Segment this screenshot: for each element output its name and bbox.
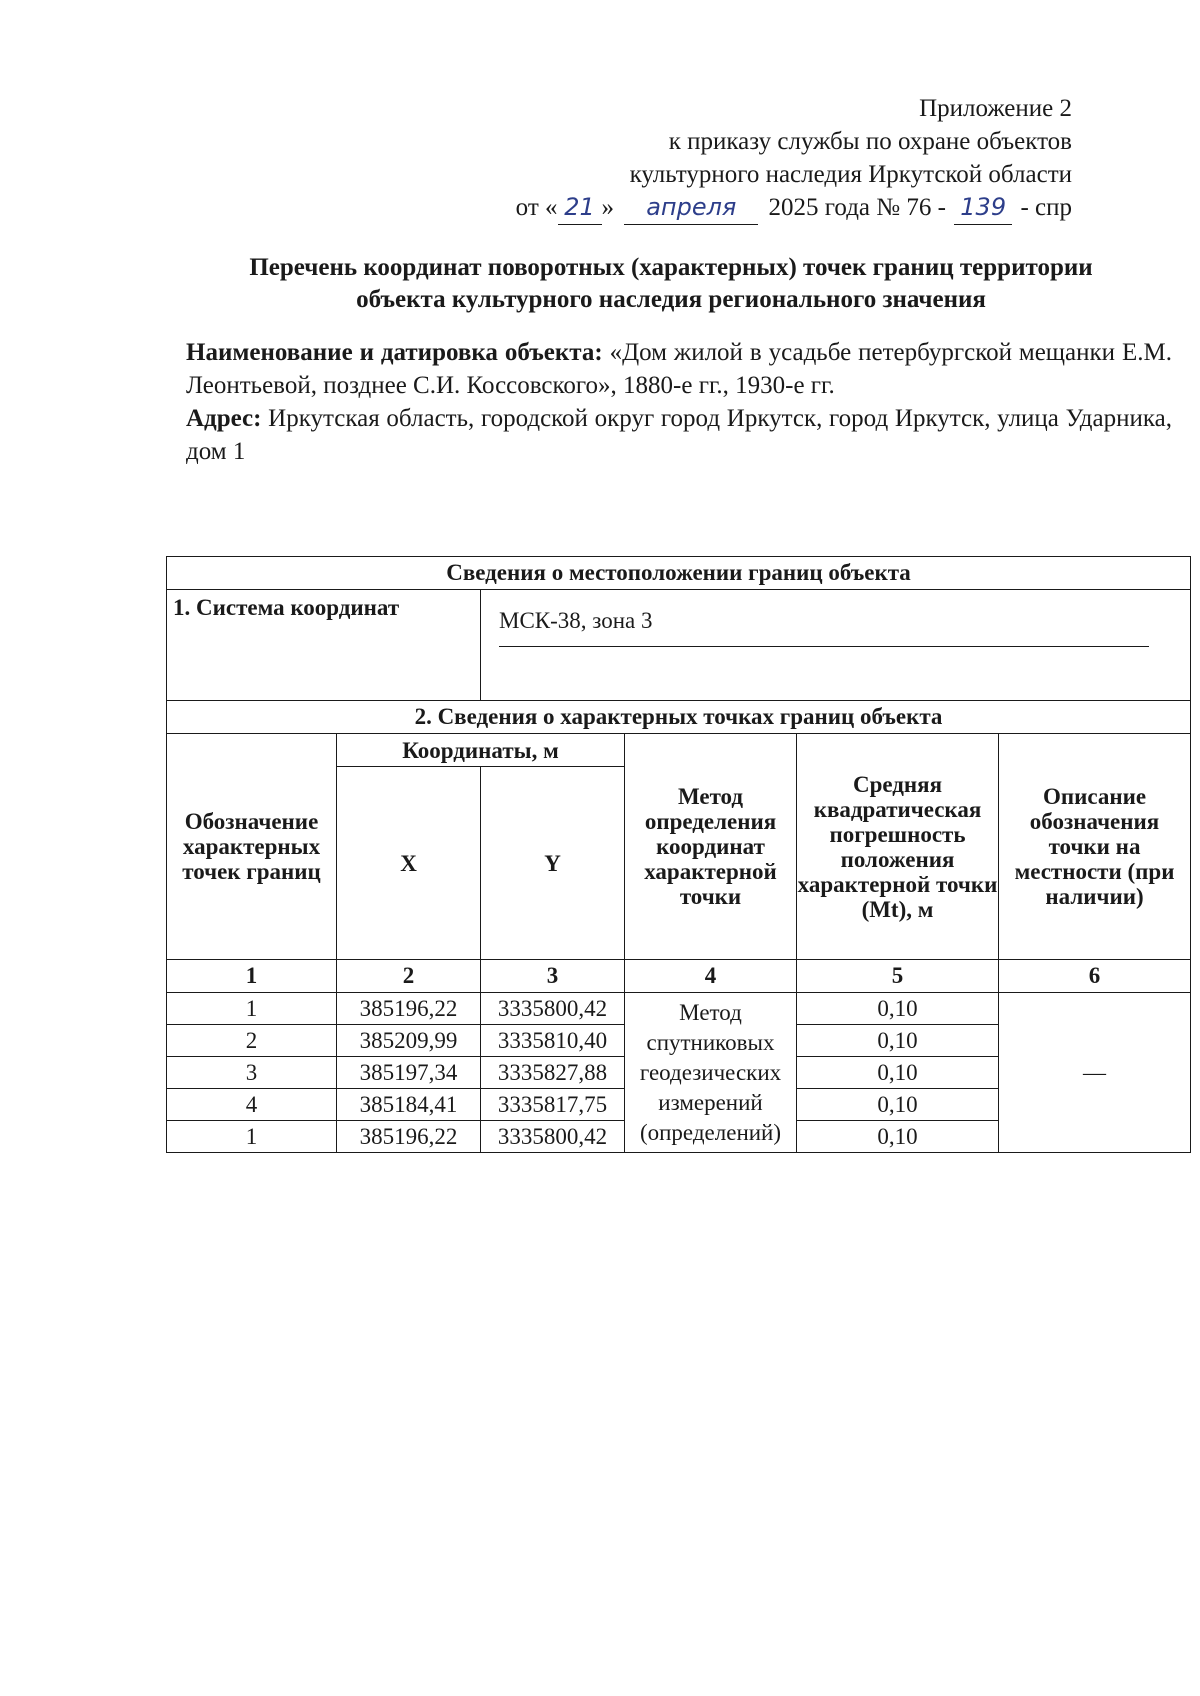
approval-line-1: Приложение 2 — [919, 95, 1072, 122]
handwritten-month: апреля — [624, 191, 758, 225]
approval-line-2: к приказу службы по охране объектов — [668, 128, 1072, 155]
approval-line-3: культурного наследия Иркутской области — [629, 161, 1072, 188]
y-cell: 3335800,42 — [481, 1121, 625, 1153]
column-number: 6 — [999, 960, 1191, 993]
coord-system-value: МСК-38, зона 3 — [499, 608, 1149, 647]
title-line-1: Перечень координат поворотных (характерных) точек границ территории — [249, 254, 1093, 281]
x-cell: 385196,22 — [337, 993, 481, 1025]
date-prefix: от « — [515, 194, 558, 221]
approval-block — [512, 92, 1072, 225]
approval-date-line — [512, 191, 1072, 225]
method-cell: Метод спутниковых геодезических измерений (определений) — [625, 993, 797, 1153]
coord-system-value-cell — [481, 590, 1191, 701]
object-name-paragraph — [186, 336, 1172, 402]
error-cell: 0,10 — [797, 1025, 999, 1057]
handwritten-day: 21 — [558, 191, 602, 225]
point-cell: 3 — [167, 1057, 337, 1089]
object-address-paragraph — [186, 402, 1172, 468]
column-number: 1 — [167, 960, 337, 993]
y-cell: 3335827,88 — [481, 1057, 625, 1089]
y-cell: 3335810,40 — [481, 1025, 625, 1057]
handwritten-order-number: 139 — [954, 191, 1012, 225]
x-cell: 385197,34 — [337, 1057, 481, 1089]
coordinates-table — [166, 556, 1191, 1153]
point-cell: 4 — [167, 1089, 337, 1121]
column-number: 3 — [481, 960, 625, 993]
point-cell: 1 — [167, 993, 337, 1025]
column-number: 4 — [625, 960, 797, 993]
date-quote-close: » — [601, 194, 615, 221]
column-number: 2 — [337, 960, 481, 993]
coord-system-label: 1. Система координат — [167, 590, 481, 701]
object-name-value: «Дом жилой в усадьбе петербургской мещанки Е.М. Леонтьевой, позднее С.И. Коссовского», 1880-е гг., 1930-е гг. — [186, 339, 1172, 399]
column-number: 5 — [797, 960, 999, 993]
object-info — [186, 336, 1172, 468]
col-coords-header: Координаты, м — [337, 734, 625, 767]
object-address-value: Иркутская область, городской округ город Иркутск, город Иркутск, улица Ударника, дом 1 — [186, 405, 1172, 465]
col-method-header: Метод определения координат характерной точки — [625, 734, 797, 960]
description-cell: — — [999, 993, 1191, 1153]
y-cell: 3335817,75 — [481, 1089, 625, 1121]
table-header: Сведения о местоположении границ объекта — [167, 557, 1191, 590]
x-cell: 385209,99 — [337, 1025, 481, 1057]
object-address-label: Адрес: — [186, 405, 262, 432]
col-x-header: X — [337, 767, 481, 960]
section-2-header: 2. Сведения о характерных точках границ объекта — [167, 701, 1191, 734]
y-cell: 3335800,42 — [481, 993, 625, 1025]
document-title — [170, 252, 1172, 316]
col-desc-header: Описание обозначения точки на местности (при наличии) — [999, 734, 1191, 960]
error-cell: 0,10 — [797, 993, 999, 1025]
year-text: 2025 года № 76 - — [768, 194, 946, 221]
error-cell: 0,10 — [797, 1089, 999, 1121]
error-cell: 0,10 — [797, 1057, 999, 1089]
order-suffix: - спр — [1020, 194, 1072, 221]
col-y-header: Y — [481, 767, 625, 960]
x-cell: 385196,22 — [337, 1121, 481, 1153]
x-cell: 385184,41 — [337, 1089, 481, 1121]
title-line-2: объекта культурного наследия регионального значения — [356, 286, 986, 313]
point-cell: 2 — [167, 1025, 337, 1057]
object-name-label: Наименование и датировка объекта: — [186, 339, 603, 366]
point-cell: 1 — [167, 1121, 337, 1153]
table-row — [167, 993, 1191, 1025]
col-error-header: Средняя квадратическая погрешность положения характерной точки (Mt), м — [797, 734, 999, 960]
col-point-header: Обозначение характерных точек границ — [167, 734, 337, 960]
error-cell: 0,10 — [797, 1121, 999, 1153]
